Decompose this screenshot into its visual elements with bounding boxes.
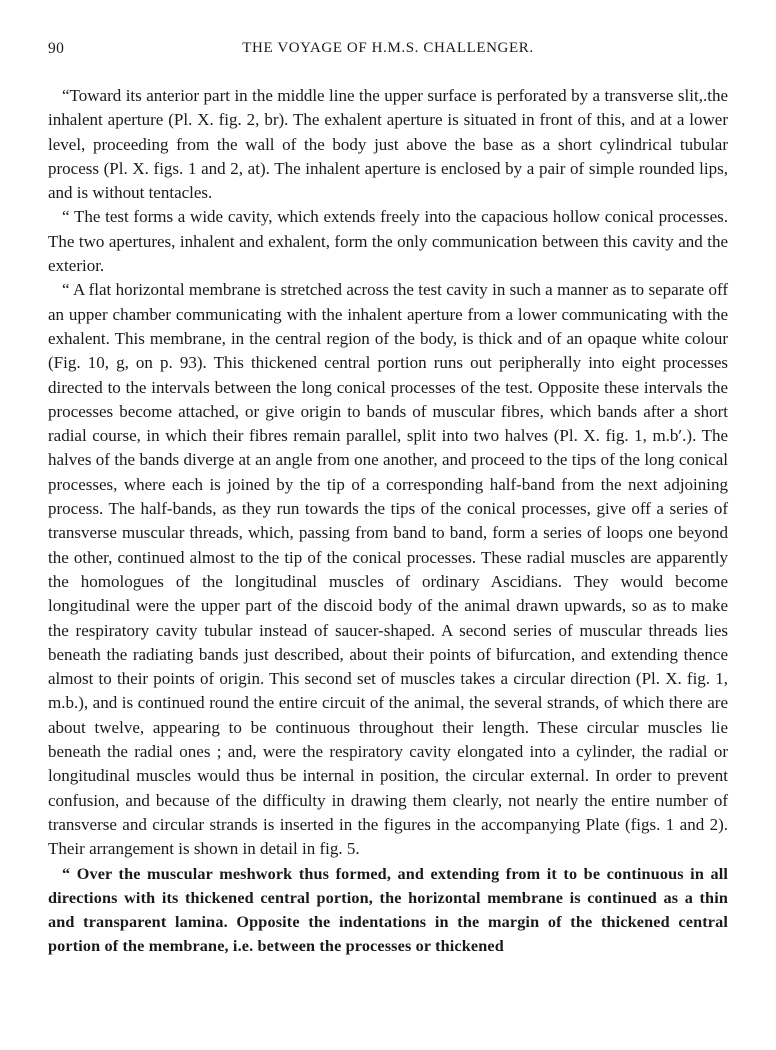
paragraph-muscular-meshwork: “ Over the muscular meshwork thus formed, and extending from it to be continuous in all directions with its thickened central portion, the horizontal membrane is continued as a thin and transparent lamina. Opposite the indentations in the margin of the thickened central portion of the membrane, i.e. between the processes or thickened xyxy=(48,864,728,956)
paragraph-horizontal-membrane: “ A flat horizontal membrane is stretched across the test cavity in such a manner as to separate off an upper chamber communicating with the inhalent aperture from a lower communicating with the exhalent. This membrane, in the central region of the body, is thick and of an opaque white colour (Fig. 10, g, on p. 93). This thickened central portion runs out peripherally into eight processes directed to the intervals between the long conical processes of the test. Opposite these intervals the processes become attached, or give origin to bands of muscular fibres, which bands after a short radial course, in which their fibres remain parallel, split into two halves (Pl. X. fig. 1, m.b′.). The halves of the bands diverge at an angle from one another, and proceed to the tips of the long conical processes, where each is joined by the tip of a corresponding half-band from the next adjoining process. The half-bands, as they run towards the tips of the conical processes, give off a series of transverse muscular threads, which, passing from band to band, form a series of loops one beyond the other, continued almost to the tip of the conical processes. These radial muscles are apparently the homologues of the longitudinal muscles of ordinary Ascidians. They would become longitudinal were the upper part of the discoid body of the animal drawn upwards, so as to make the respiratory cavity tubular instead of saucer-shaped. A second series of muscular threads lies beneath the radiating bands just described, about their points of bifurcation, and extending thence almost to their points of origin. This second set of muscles takes a circular direction (Pl. X. fig. 1, m.b.), and is continued round the entire circuit of the animal, the several strands, of which there are about twelve, appearing to be continuous throughout their length. These circular muscles lie beneath the radial ones ; and, were the respiratory cavity elongated into a cylinder, the radial or longitudinal muscles would thus be internal in position, the circular external. In order to prevent confusion, and because of the difficulty in drawing them clearly, not nearly the entire number of transverse and circular strands is inserted in the figures in the accompanying Plate (figs. 1 and 2). Their arrangement is shown in detail in fig. 5. xyxy=(48,280,728,859)
paragraph-inhalent-aperture: “Toward its anterior part in the middle line the upper surface is perforated by a transverse slit,.the inhalent aperture (Pl. X. fig. 2, br). The exhalent aperture is situated in front of this, and at a lower level, proceeding from the wall of the body just above the base as a short cylindrical tubular process (Pl. X. figs. 1 and 2, at). The inhalent aperture is enclosed by a pair of simple rounded lips, and is without tentacles. xyxy=(48,86,728,203)
page-number: 90 xyxy=(48,40,65,57)
page-header xyxy=(48,40,728,66)
book-page xyxy=(48,40,728,959)
paragraph-test-cavity: “ The test forms a wide cavity, which extends freely into the capacious hollow conical processes. The two apertures, inhalent and exhalent, form the only communication between this cavity and the exterior. xyxy=(48,207,728,276)
running-head: THE VOYAGE OF H.M.S. CHALLENGER. xyxy=(242,40,534,56)
body-text xyxy=(48,84,728,959)
